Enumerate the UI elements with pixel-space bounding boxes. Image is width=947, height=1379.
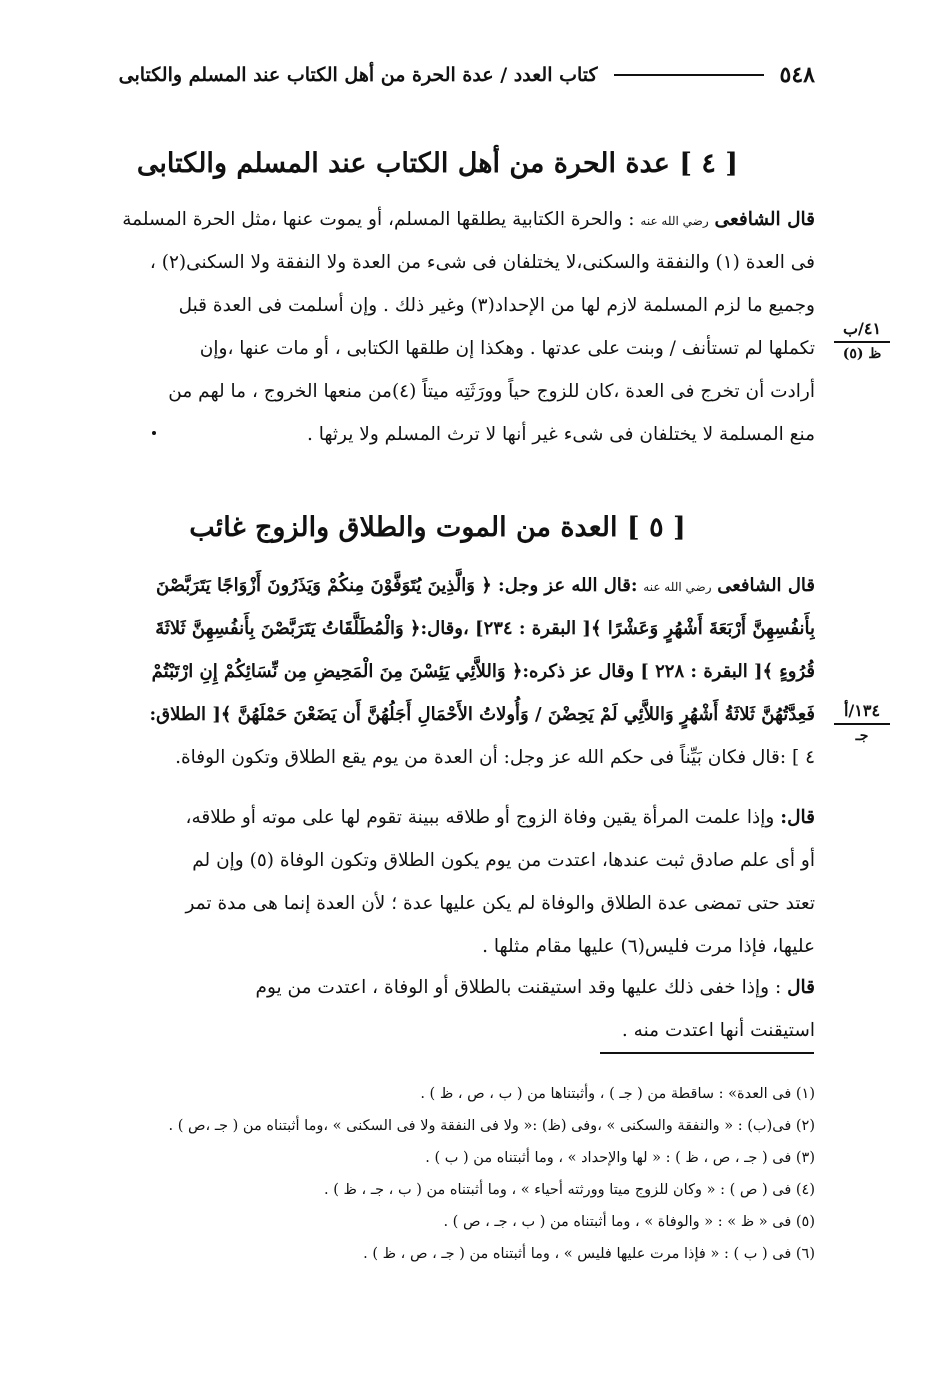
footnote: (٢) فى(ب) : « والنفقة والسكنى » ،وفى (ظ) :« ولا فى النفقة ولا فى السكنى » ،وما أثبتناه من ( جـ ،ص ) . bbox=[168, 1118, 815, 1134]
section-4-title: [ ٤ ] عدة الحرة من أهل الكتاب عند المسلم والكتابى bbox=[136, 148, 739, 179]
folio-source: جـ bbox=[855, 727, 869, 744]
text-line: وجميع ما لزم المسلمة لازم لها من الإحداد(٣) وغير ذلك . وإن أسلمت فى العدة قبل bbox=[178, 295, 815, 316]
quran-line: فَعِدَّتُهُنَّ ثَلاثَةُ أَشْهُرٍ وَاللاَّئِي لَمْ يَحِضْنَ / وَأُولاتُ الأَحْمَالِ أَجَلُهُنَّ أَن يَضَعْنَ حَمْلَهُنَّ ﴾[ الطلاق: bbox=[149, 704, 815, 725]
text-line: تعتد حتى تمضى عدة الطلاق والوفاة لم يكن عليها عدة ؛ لأن العدة إنما هى مدة تمر bbox=[185, 893, 815, 914]
text-line: قال : وإذا خفى ذلك عليها وقد استيقنت بالطلاق أو الوفاة ، اعتدت من يوم bbox=[255, 977, 815, 998]
folio-ref: ٤١/ب bbox=[842, 319, 882, 338]
page-header bbox=[60, 58, 815, 92]
footnote: (٥) فى « ظ » : « والوفاة » ، وما أثبتناه من ( ب ، جـ ، ص ) . bbox=[443, 1214, 815, 1230]
folio-divider bbox=[834, 723, 890, 725]
folio-divider bbox=[834, 341, 890, 343]
text-line: عليها، فإذا مرت فليس(٦) عليها مقام مثلها . bbox=[482, 936, 815, 957]
footnotes bbox=[60, 1078, 815, 1270]
quran-line: بِأَنفُسِهِنَّ أَرْبَعَةَ أَشْهُرٍ وَعَشْرًا ﴾[ البقرة : ٢٣٤] ،وقال:﴿ وَالْمُطَلَّقَاتُ يَتَرَبَّصْنَ بِأَنفُسِهِنَّ ثَلاثَةَ bbox=[155, 618, 815, 639]
folio-ref: ١٣٤/أ bbox=[843, 701, 881, 720]
text-line: أو أى علم صادق ثبت عندها، اعتدت من يوم يكون الطلاق وتكون الوفاة (٥) وإن لم bbox=[192, 850, 815, 871]
text-line: أرادت أن تخرج فى العدة ،كان للزوج حياً وورَثَتِه ميتاً (٤)من منعها الخروج ، ما لهم من bbox=[168, 381, 815, 402]
page-number: ٥٤٨ bbox=[779, 62, 815, 88]
footnote: (٦) فى ( ب ) : « فإذا مرت عليها فليس » ، وما أثبتناه من ( جـ ، ص ، ظ ) . bbox=[363, 1246, 815, 1262]
section-5-title: [ ٥ ] العدة من الموت والطلاق والزوج غائب bbox=[189, 512, 686, 543]
manuscript-folio-note bbox=[826, 318, 898, 364]
stray-mark bbox=[152, 431, 156, 435]
text-line: تكملها لم تستأنف / وبنت على عدتها . وهكذا إن طلقها الكتابى ، أو مات عنها ،وإن bbox=[199, 338, 815, 359]
text-line: استيقنت أنها اعتدت منه . bbox=[621, 1020, 815, 1041]
text-line: فى العدة (١) والنفقة والسكنى،لا يختلفان فى شىء من العدة ولا النفقة ولا السكنى(٢) ، bbox=[149, 252, 815, 273]
footnote: (١) فى العدة» : ساقطة من ( جـ ) ، وأثبتناها من ( ب ، ص ، ظ ) . bbox=[420, 1086, 815, 1102]
text-line: قال الشافعى رضي الله عنه :قال الله عز وجل: ﴿ وَالَّذِينَ يُتَوَفَّوْنَ مِنكُمْ وَيَذَرُونَ أَزْوَاجًا يَتَرَبَّصْنَ bbox=[156, 575, 815, 596]
speaker-label: قال الشافعى bbox=[714, 209, 815, 230]
text-line: قال: وإذا علمت المرأة يقين وفاة الزوج أو طلاقه ببينة تقوم لها على موته أو طلاقه، bbox=[185, 807, 815, 828]
section-4-body bbox=[60, 198, 815, 456]
footnote: (٣) فى ( جـ ، ص ، ظ ) : « لها والإحداد » ، وما أثبتناه من ( ب ) . bbox=[425, 1150, 815, 1166]
footnote-separator bbox=[600, 1052, 814, 1054]
running-title: كتاب العدد / عدة الحرة من أهل الكتاب عند المسلم والكتابى bbox=[118, 64, 598, 86]
manuscript-folio-note bbox=[826, 700, 898, 746]
quran-line: قُرُوءٍ ﴾[ البقرة : ٢٢٨ ] وقال عز ذكره:﴿ وَاللاَّئِي يَئِسْنَ مِنَ الْمَحِيضِ مِن نِّسَائِكُمْ إِنِ ارْتَبْتُمْ bbox=[151, 661, 815, 682]
paragraph-4 bbox=[60, 966, 815, 1052]
paragraph-3 bbox=[60, 796, 815, 968]
text-line: منع المسلمة لا يختلفان فى شىء غير أنها لا ترث المسلم ولا يرثها . bbox=[306, 424, 815, 445]
speaker-label: قال bbox=[787, 977, 815, 998]
speaker-label: قال الشافعى bbox=[717, 575, 815, 596]
folio-source: ظ (٥) bbox=[842, 345, 882, 362]
text-line: ٤ ] :قال فكان بَيِّناً فى حكم الله عز وجل: أن العدة من يوم يقع الطلاق وتكون الوفاة. bbox=[175, 747, 815, 768]
footnote: (٤) فى ( ص ) : « وكان للزوج ميتا وورثته أحياء » ، وما أثبتناه من ( ب ، جـ ، ظ ) . bbox=[324, 1182, 815, 1198]
text-line: قال الشافعى رضي الله عنه : والحرة الكتابية يطلقها المسلم، أو يموت عنها ،مثل الحرة المسلمة bbox=[122, 209, 815, 230]
honorific-glyph: رضي الله عنه bbox=[643, 580, 712, 594]
speaker-label: قال: bbox=[780, 807, 815, 828]
section-5-body bbox=[60, 564, 815, 779]
header-rule bbox=[614, 74, 764, 76]
honorific-glyph: رضي الله عنه bbox=[640, 214, 709, 228]
